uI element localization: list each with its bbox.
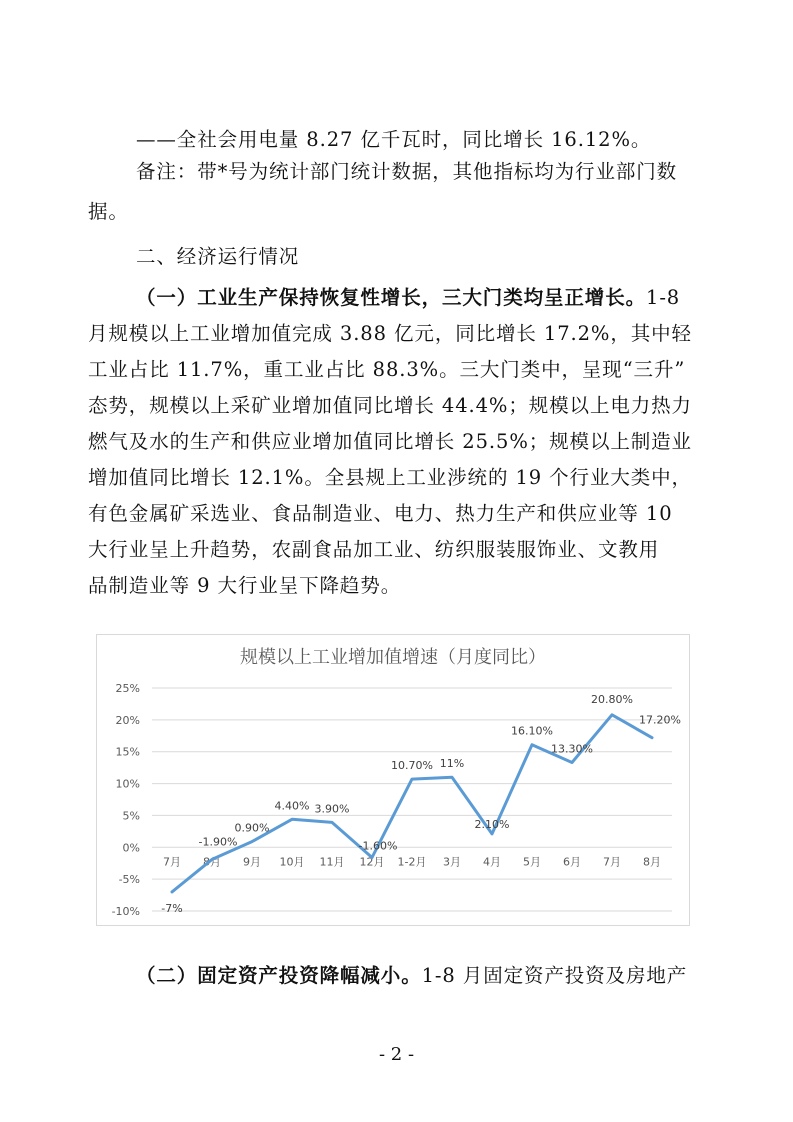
x-tick-label: 4月 bbox=[483, 855, 501, 869]
data-label: 10.70% bbox=[391, 759, 433, 773]
paragraph-line: 态势，规模以上采矿业增加值同比增长 44.4%；规模以上电力热力 bbox=[88, 394, 692, 417]
x-tick-label: 1-2月 bbox=[397, 855, 427, 869]
growth-chart-svg bbox=[97, 635, 689, 925]
y-tick-label: -10% bbox=[111, 905, 140, 918]
chart-grid bbox=[152, 688, 672, 911]
note-line-end: 据。 bbox=[88, 200, 129, 223]
x-tick-label: 9月 bbox=[243, 855, 261, 869]
note-line: 备注：带*号为统计部门统计数据，其他指标均为行业部门数 bbox=[136, 160, 678, 183]
x-tick-label: 10月 bbox=[279, 855, 305, 869]
data-label: 4.40% bbox=[274, 799, 310, 813]
y-tick-label: 25% bbox=[115, 682, 140, 695]
section-heading: 二、经济运行情况 bbox=[136, 245, 300, 268]
data-label: -7% bbox=[161, 901, 183, 915]
x-tick-label: 11月 bbox=[319, 855, 345, 869]
x-axis-ticks bbox=[163, 855, 661, 868]
section-1-heading: （一）工业生产保持恢复性增长，三大门类均呈正增长。 bbox=[136, 286, 647, 309]
data-label: 11% bbox=[439, 757, 465, 771]
data-label: 17.20% bbox=[639, 713, 681, 727]
x-tick-label: 3月 bbox=[443, 855, 461, 869]
section-1-first-line bbox=[136, 286, 680, 310]
paragraph-line: 有色金属矿采选业、食品制造业、电力、热力生产和供应业等 10 bbox=[88, 502, 673, 525]
data-label: 16.10% bbox=[511, 724, 553, 738]
x-tick-label: 7月 bbox=[603, 855, 621, 869]
x-tick-label: 6月 bbox=[563, 855, 581, 869]
x-tick-label: 8月 bbox=[643, 855, 661, 869]
paragraph-line: 月规模以上工业增加值完成 3.88 亿元，同比增长 17.2%，其中轻 bbox=[88, 322, 692, 345]
y-tick-label: 15% bbox=[115, 745, 140, 759]
data-label: -1.90% bbox=[198, 835, 238, 849]
section-1-lead: 1-8 bbox=[646, 286, 681, 309]
x-tick-label: 7月 bbox=[163, 855, 181, 869]
x-tick-label: 12月 bbox=[359, 855, 385, 869]
page-number: - 2 - bbox=[378, 1044, 415, 1065]
section-2-heading: （二）固定资产投资降幅减小。 bbox=[136, 964, 422, 987]
x-tick-label: 5月 bbox=[523, 855, 541, 869]
paragraph-line: 增加值同比增长 12.1%。全县规上工业涉统的 19 个行业大类中， bbox=[88, 466, 692, 489]
paragraph-line: 燃气及水的生产和供应业增加值同比增长 25.5%；规模以上制造业 bbox=[88, 430, 692, 453]
y-tick-label: -5% bbox=[118, 873, 140, 887]
section-2-text: 1-8 月固定资产投资及房地产 bbox=[421, 964, 688, 987]
x-tick-label: 8月 bbox=[203, 855, 221, 869]
y-tick-label: 5% bbox=[122, 809, 140, 823]
paragraph-line: 品制造业等 9 大行业呈下降趋势。 bbox=[88, 574, 402, 597]
y-tick-label: 20% bbox=[115, 713, 140, 727]
chart-title: 规模以上工业增加值增速（月度同比） bbox=[240, 647, 546, 668]
paragraph-line: 工业占比 11.7%，重工业占比 88.3%。三大门类中，呈现“三升” bbox=[88, 358, 686, 381]
data-label: 2.10% bbox=[474, 817, 510, 831]
data-label: 20.80% bbox=[591, 692, 633, 706]
y-tick-label: 0% bbox=[122, 841, 140, 855]
y-tick-label: 10% bbox=[115, 777, 140, 791]
power-usage-line: ——全社会用电量 8.27 亿千瓦时，同比增长 16.12%。 bbox=[136, 128, 652, 151]
y-axis-ticks bbox=[112, 682, 140, 918]
data-label: 3.90% bbox=[314, 802, 350, 816]
section-2-line bbox=[136, 964, 687, 988]
data-label: 13.30% bbox=[551, 742, 593, 756]
paragraph-line: 大行业呈上升趋势，农副食品加工业、纺织服装服饰业、文教用 bbox=[88, 538, 660, 561]
data-label: 0.90% bbox=[234, 821, 270, 835]
data-label: -1.60% bbox=[358, 839, 398, 853]
growth-chart bbox=[96, 634, 690, 926]
